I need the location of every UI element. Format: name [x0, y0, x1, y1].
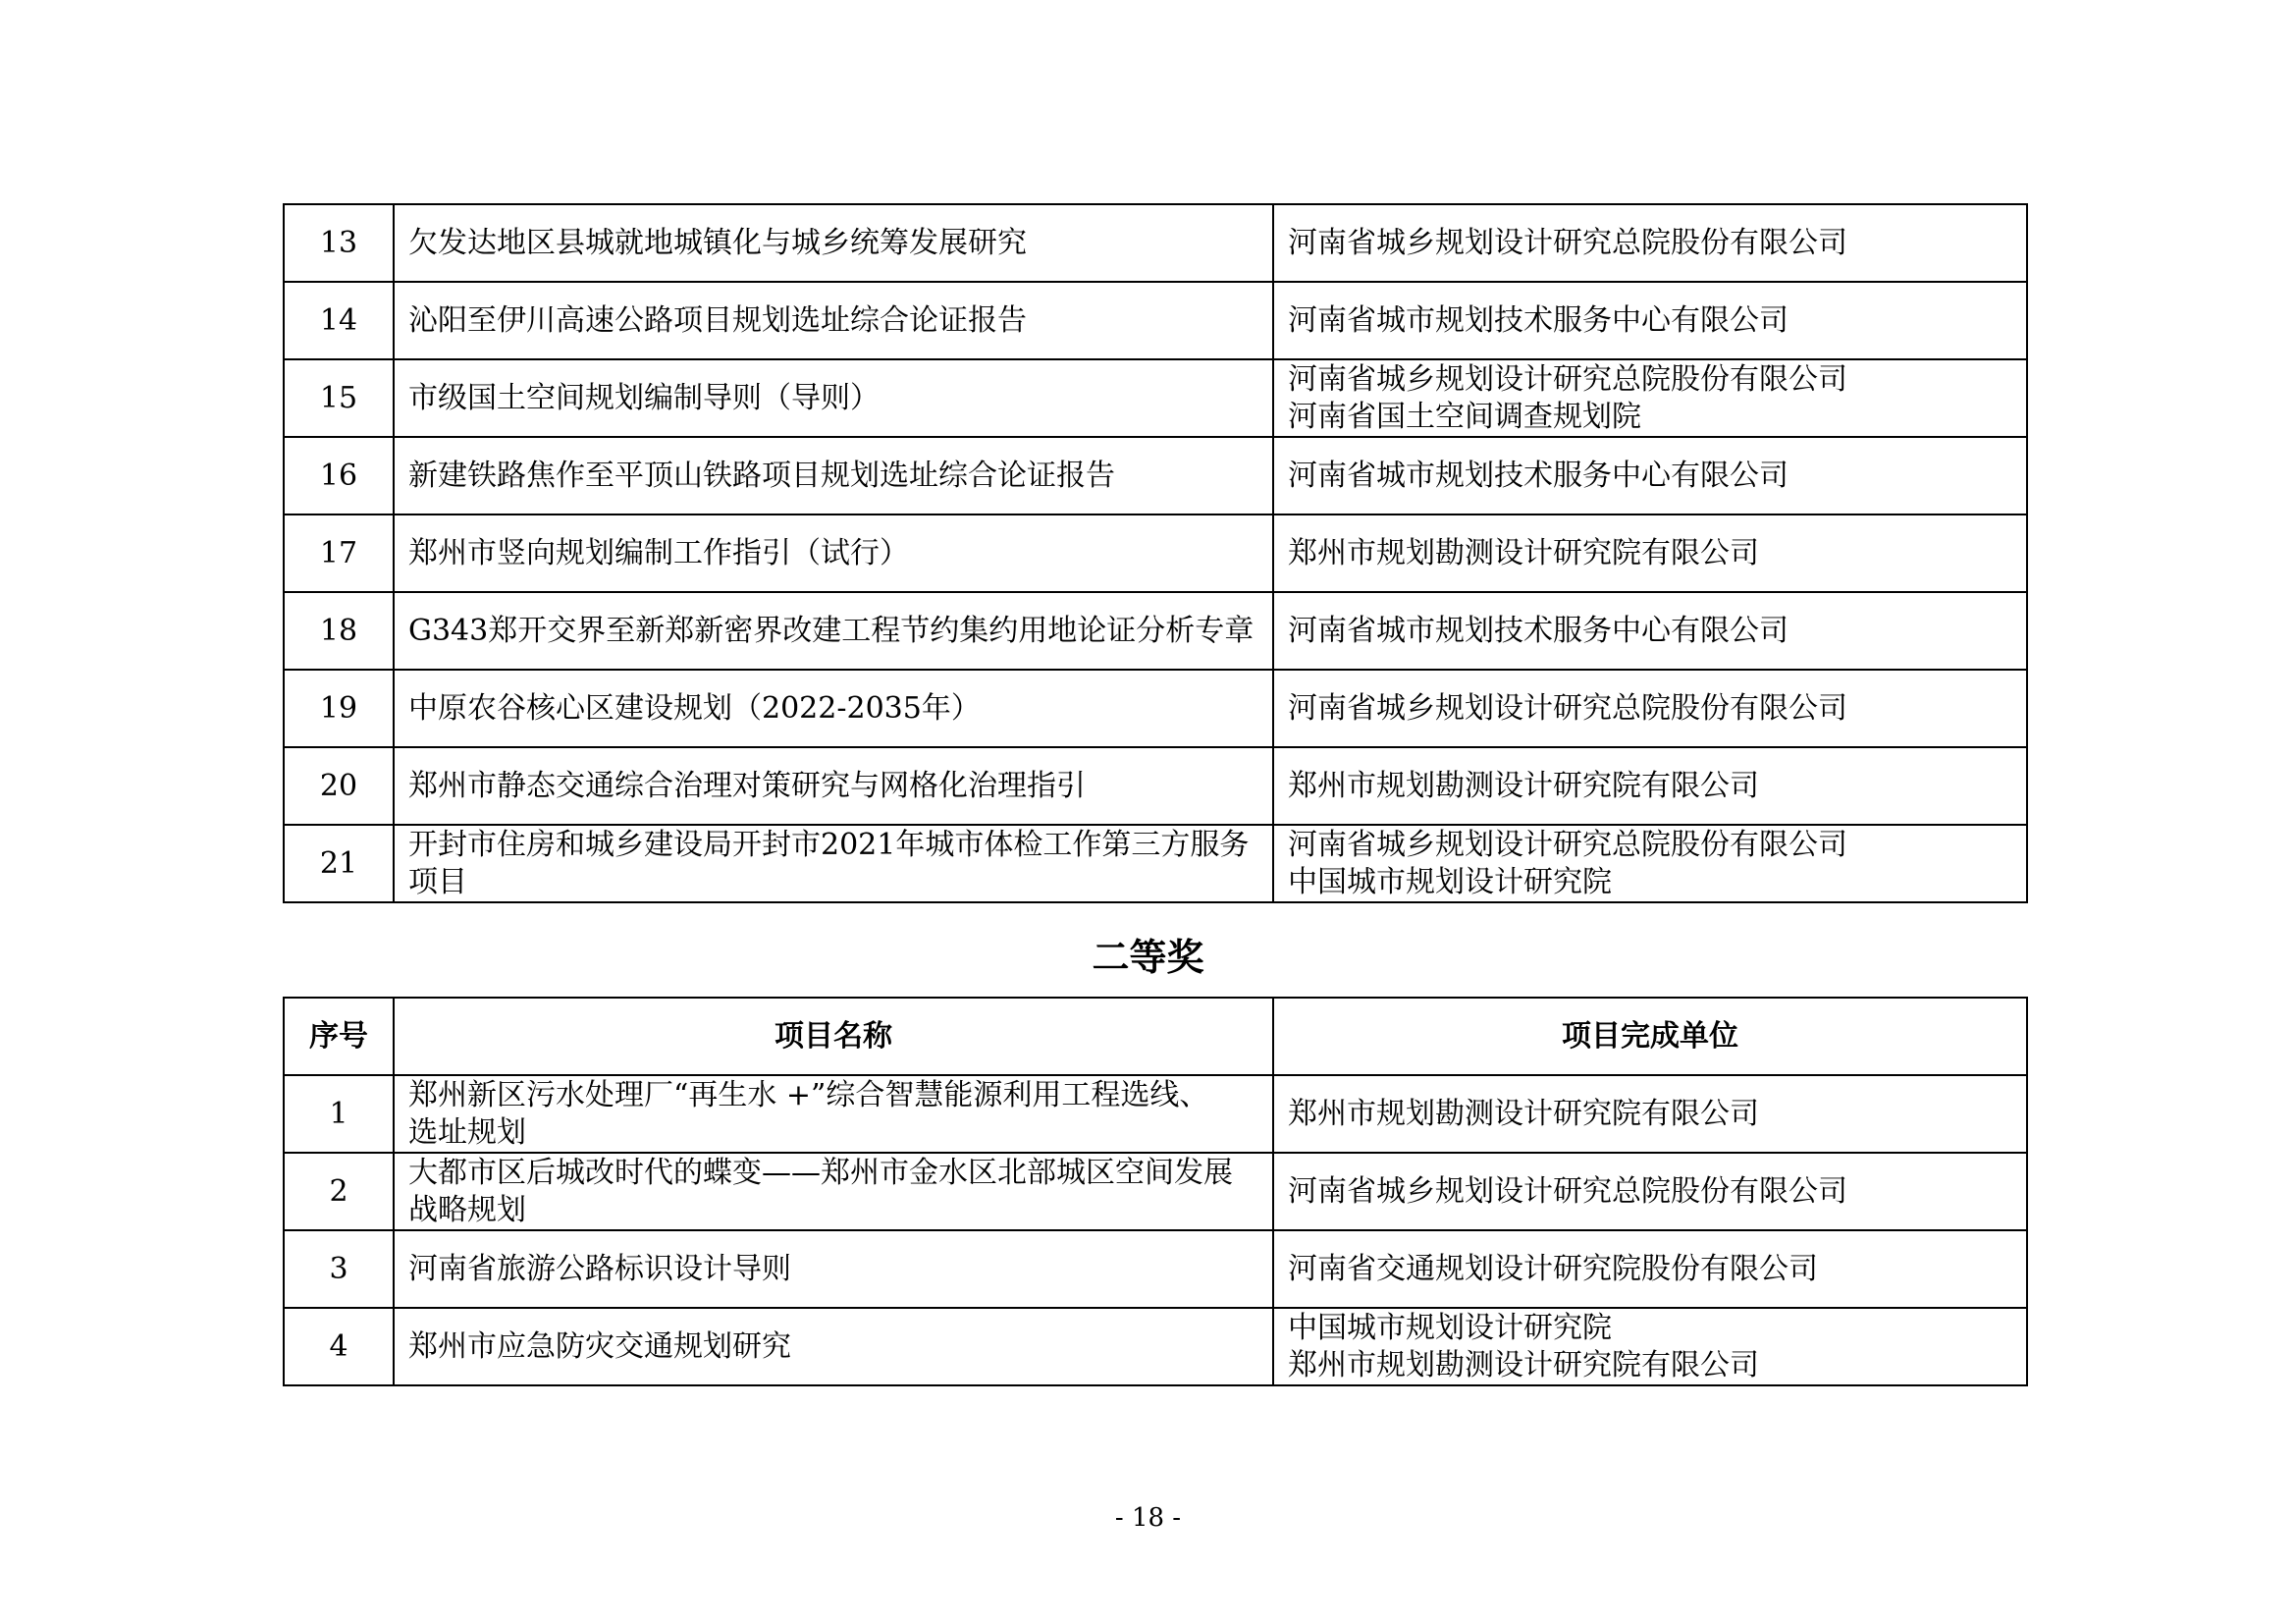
row-index: 4: [284, 1308, 394, 1385]
project-name: 中原农谷核心区建设规划（2022-2035年）: [408, 690, 981, 726]
table-body: [284, 204, 2027, 902]
project-name: 沁阳至伊川高速公路项目规划选址综合论证报告: [408, 302, 1027, 338]
completion-unit: 河南省国土空间调查规划院: [1288, 399, 1641, 434]
completion-unit: 河南省城市规划技术服务中心有限公司: [1288, 302, 1789, 338]
completion-unit-cell: [1273, 204, 2027, 282]
project-name: 河南省旅游公路标识设计导则: [408, 1251, 791, 1286]
completion-unit: 河南省城市规划技术服务中心有限公司: [1288, 458, 1789, 493]
header-row: [284, 998, 2027, 1075]
row-index: 13: [284, 204, 394, 282]
row-index: 15: [284, 359, 394, 437]
completion-unit-cell: [1273, 1230, 2027, 1308]
project-name: 选址规划: [408, 1114, 526, 1150]
row-index: 20: [284, 747, 394, 825]
table-row: [284, 359, 2027, 437]
project-name-cell: [394, 282, 1273, 359]
table-row: [284, 1075, 2027, 1153]
project-name-cell: [394, 514, 1273, 592]
project-name: 郑州市竖向规划编制工作指引（试行）: [408, 535, 909, 570]
row-index: 19: [284, 670, 394, 747]
completion-unit: 河南省城乡规划设计研究总院股份有限公司: [1288, 690, 1847, 726]
completion-unit: 中国城市规划设计研究院: [1288, 864, 1612, 899]
completion-unit-cell: [1273, 747, 2027, 825]
completion-unit-cell: [1273, 1075, 2027, 1153]
completion-unit-cell: [1273, 359, 2027, 437]
page-number: - 18 -: [1114, 1503, 1182, 1533]
header-completion-unit: 项目完成单位: [1273, 998, 2027, 1075]
project-name: 市级国土空间规划编制导则（导则）: [408, 380, 880, 415]
completion-unit: 河南省城市规划技术服务中心有限公司: [1288, 613, 1789, 648]
row-index: 17: [284, 514, 394, 592]
row-index: 16: [284, 437, 394, 514]
completion-unit: 河南省城乡规划设计研究总院股份有限公司: [1288, 225, 1847, 260]
completion-unit-cell: [1273, 825, 2027, 902]
table-row: [284, 825, 2027, 902]
row-index: 18: [284, 592, 394, 670]
project-name: 新建铁路焦作至平顶山铁路项目规划选址综合论证报告: [408, 458, 1115, 493]
project-name-cell: [394, 437, 1273, 514]
project-name: 郑州市静态交通综合治理对策研究与网格化治理指引: [408, 768, 1086, 803]
table-row: [284, 1308, 2027, 1385]
completion-unit: 郑州市规划勘测设计研究院有限公司: [1288, 1347, 1759, 1382]
table-body: [284, 1075, 2027, 1385]
completion-unit: 中国城市规划设计研究院: [1288, 1310, 1612, 1345]
table-row: [284, 747, 2027, 825]
completion-unit-cell: [1273, 1308, 2027, 1385]
project-name-cell: [394, 825, 1273, 902]
completion-unit-cell: [1273, 437, 2027, 514]
project-name-cell: [394, 1230, 1273, 1308]
project-name: G343郑开交界至新郑新密界改建工程节约集约用地论证分析专章: [408, 613, 1255, 648]
project-name-cell: [394, 204, 1273, 282]
project-name-cell: [394, 1075, 1273, 1153]
table-row: [284, 1230, 2027, 1308]
section-title: 二等奖: [1092, 936, 1204, 979]
project-name-cell: [394, 359, 1273, 437]
table-header: [284, 998, 2027, 1075]
completion-unit-cell: [1273, 670, 2027, 747]
table-row: [284, 592, 2027, 670]
project-name: 项目: [408, 864, 467, 899]
completion-unit: 郑州市规划勘测设计研究院有限公司: [1288, 1096, 1759, 1131]
project-name-cell: [394, 670, 1273, 747]
completion-unit: 河南省交通规划设计研究院股份有限公司: [1288, 1251, 1818, 1286]
project-name-cell: [394, 592, 1273, 670]
table-row: [284, 282, 2027, 359]
completion-unit: 河南省城乡规划设计研究总院股份有限公司: [1288, 361, 1847, 397]
header-project-name: 项目名称: [394, 998, 1273, 1075]
completion-unit: 河南省城乡规划设计研究总院股份有限公司: [1288, 827, 1847, 862]
completion-unit-cell: [1273, 1153, 2027, 1230]
table-row: [284, 514, 2027, 592]
table-row: [284, 437, 2027, 514]
project-name-cell: [394, 747, 1273, 825]
completion-unit-cell: [1273, 592, 2027, 670]
completion-unit-cell: [1273, 282, 2027, 359]
project-name: 郑州新区污水处理厂“再生水 +”综合智慧能源利用工程选线、: [408, 1077, 1209, 1112]
project-name: 战略规划: [408, 1192, 526, 1227]
award-table-second-prize: [283, 997, 2028, 1386]
row-index: 14: [284, 282, 394, 359]
row-index: 1: [284, 1075, 394, 1153]
project-name: 郑州市应急防灾交通规划研究: [408, 1328, 791, 1364]
row-index: 3: [284, 1230, 394, 1308]
row-index: 21: [284, 825, 394, 902]
row-index: 2: [284, 1153, 394, 1230]
project-name-cell: [394, 1308, 1273, 1385]
project-name-cell: [394, 1153, 1273, 1230]
completion-unit: 郑州市规划勘测设计研究院有限公司: [1288, 768, 1759, 803]
project-name: 大都市区后城改时代的蝶变——郑州市金水区北部城区空间发展: [408, 1155, 1233, 1190]
project-name: 欠发达地区县城就地城镇化与城乡统筹发展研究: [408, 225, 1027, 260]
completion-unit: 河南省城乡规划设计研究总院股份有限公司: [1288, 1173, 1847, 1209]
header-index: 序号: [284, 998, 394, 1075]
award-table-first-prize-continued: [283, 203, 2028, 903]
completion-unit: 郑州市规划勘测设计研究院有限公司: [1288, 535, 1759, 570]
table-row: [284, 204, 2027, 282]
table-row: [284, 670, 2027, 747]
completion-unit-cell: [1273, 514, 2027, 592]
table-row: [284, 1153, 2027, 1230]
project-name: 开封市住房和城乡建设局开封市2021年城市体检工作第三方服务: [408, 827, 1250, 862]
